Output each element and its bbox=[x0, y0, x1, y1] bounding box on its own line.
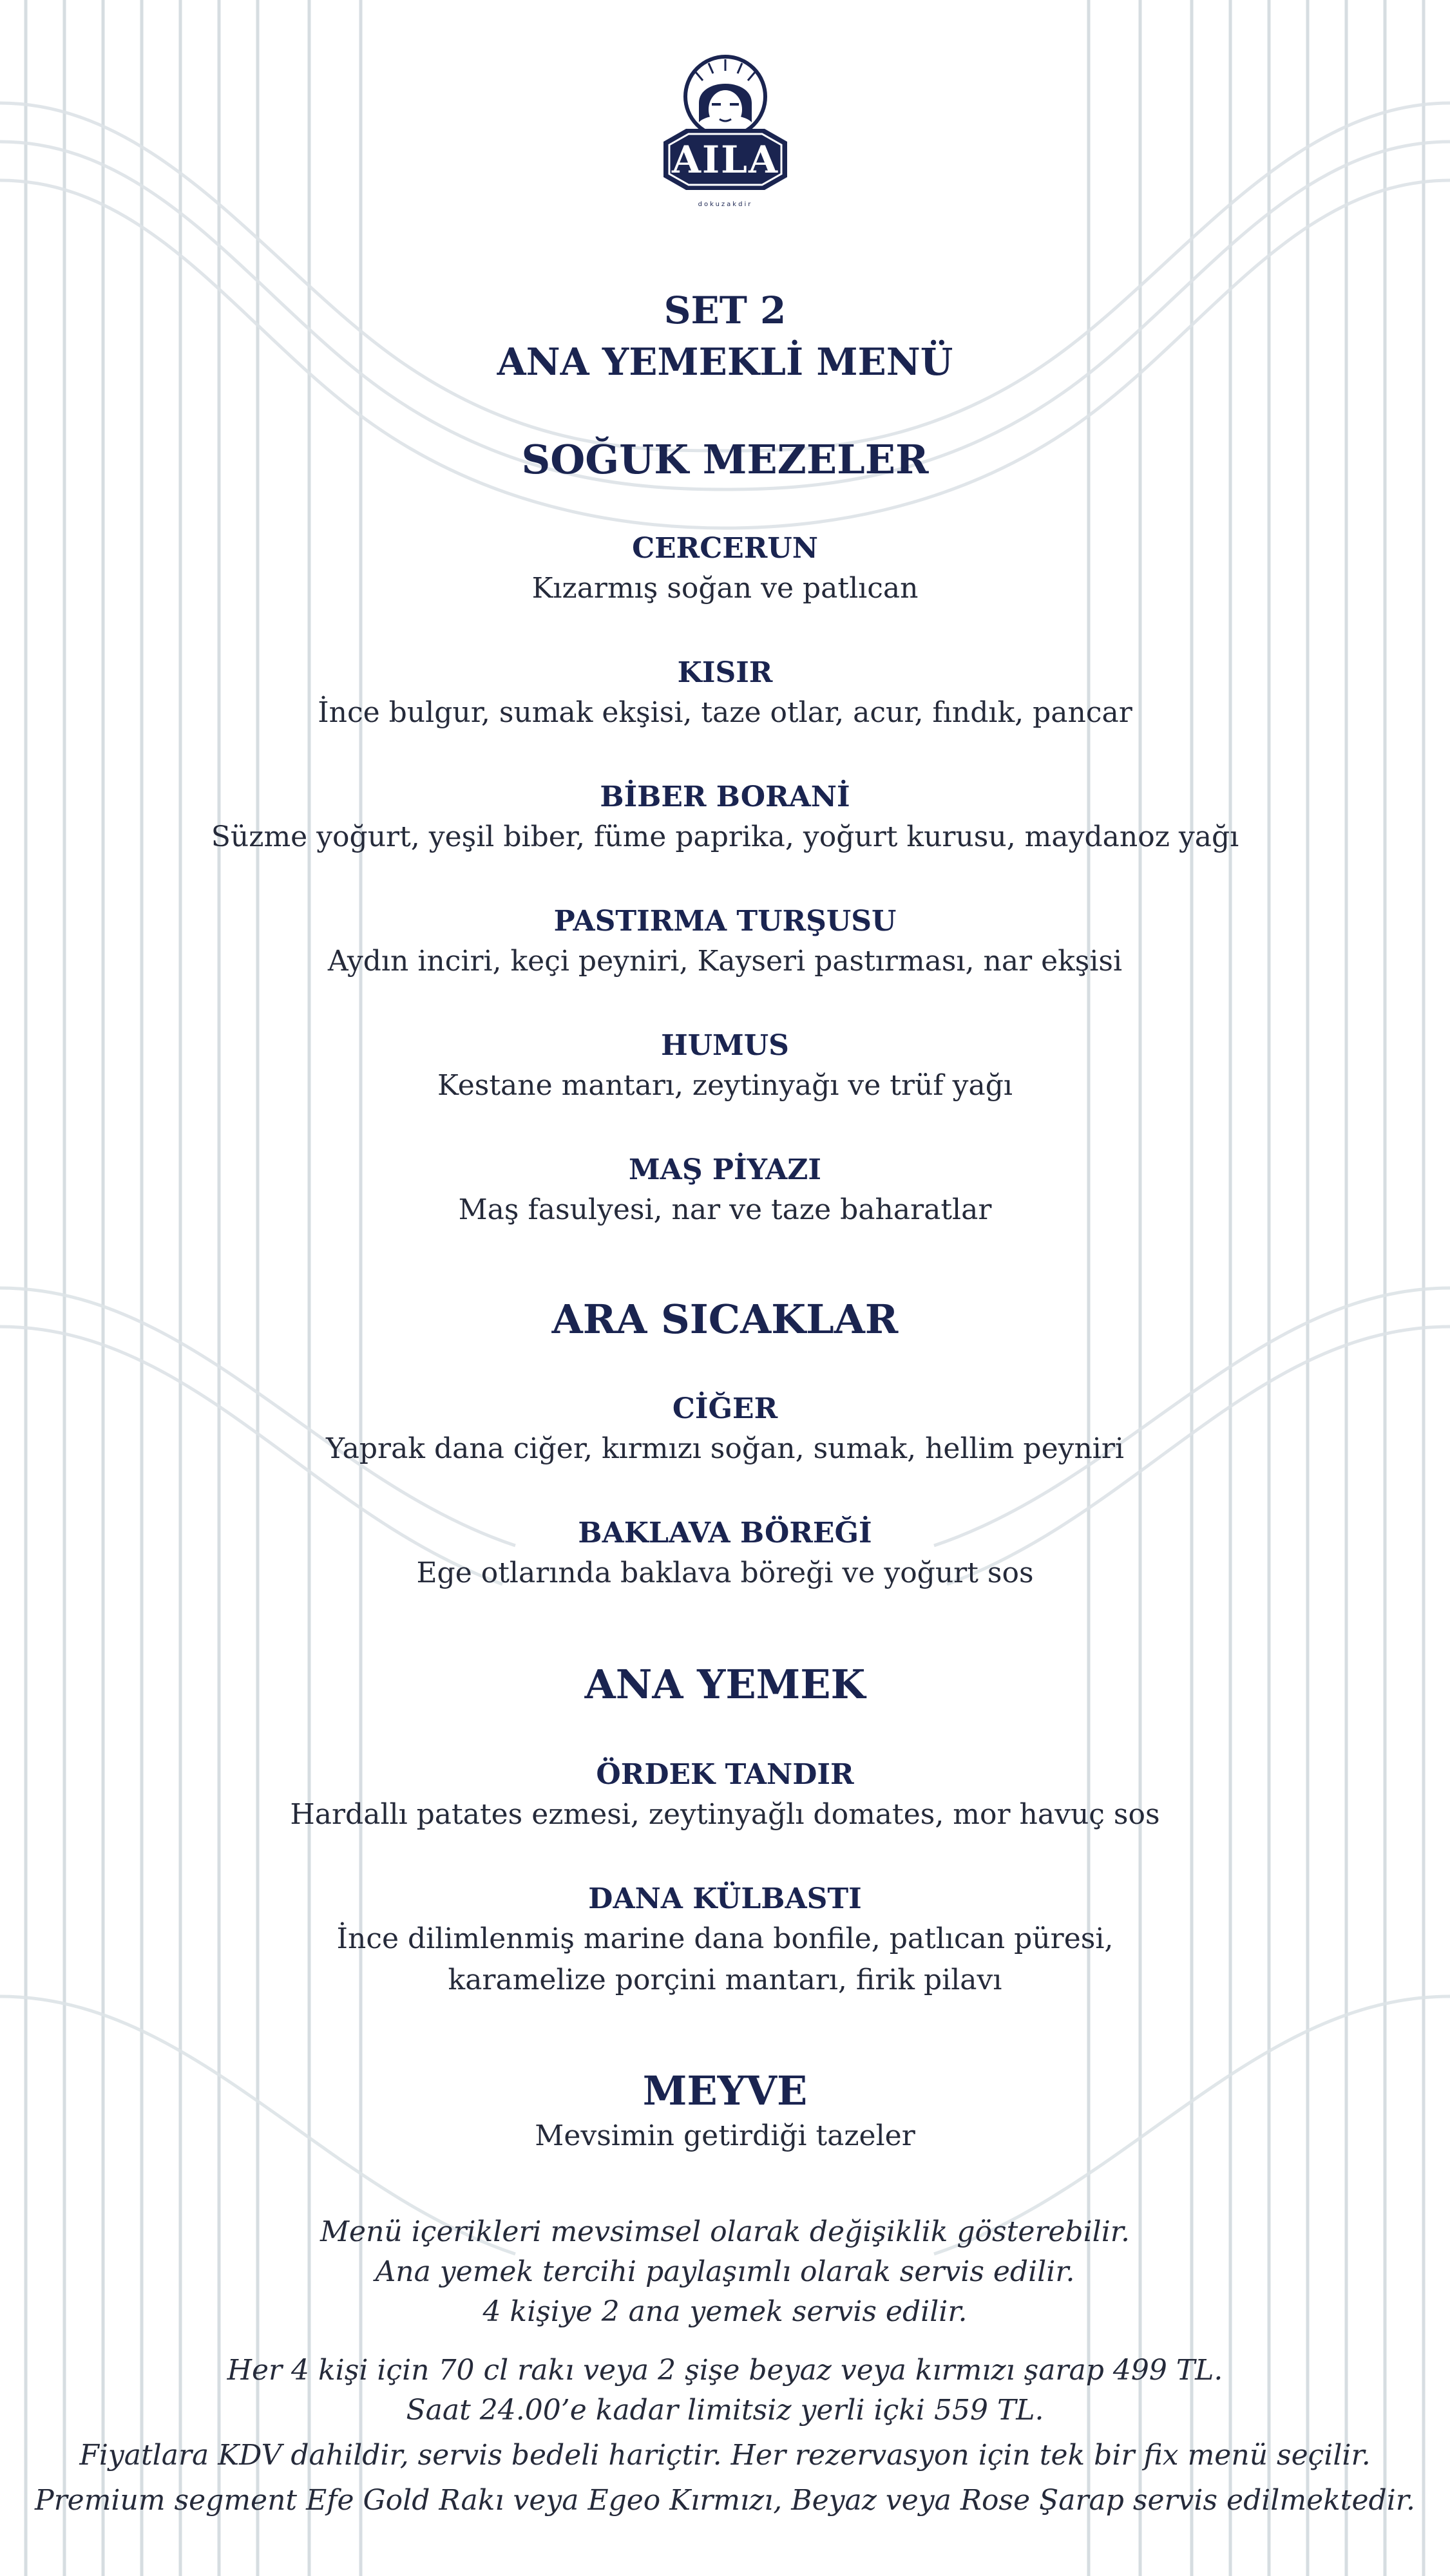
item-desc: Kızarmış soğan ve patlıcan bbox=[531, 572, 919, 605]
pricing-notes bbox=[0, 2351, 1450, 2521]
section-title-main: ANA YEMEK bbox=[584, 1661, 866, 1708]
section-title-fruit: MEYVE bbox=[642, 2067, 808, 2114]
item-desc: Kestane mantarı, zeytinyağı ve trüf yağı bbox=[437, 1069, 1013, 1102]
menu-item bbox=[0, 1514, 1450, 1594]
section-title-cold: SOĞUK MEZELER bbox=[521, 436, 929, 483]
menu-item bbox=[0, 1151, 1450, 1231]
menu-item bbox=[0, 529, 1450, 609]
menu-notes bbox=[0, 2212, 1450, 2332]
note-line: Menü içerikleri mevsimsel olarak değişiklik gösterebilir. bbox=[320, 2215, 1130, 2248]
item-desc: Aydın inciri, keçi peyniri, Kayseri pastırması, nar ekşisi bbox=[327, 945, 1123, 978]
item-name: BİBER BORANİ bbox=[600, 781, 850, 813]
logo-subtext: dokuzakdir bbox=[698, 201, 753, 208]
menu-item bbox=[0, 1756, 1450, 1835]
item-name: DANA KÜLBASTI bbox=[588, 1882, 862, 1915]
item-name: MAŞ PİYAZI bbox=[628, 1153, 822, 1186]
pricing-line: Fiyatlara KDV dahildir, servis bedeli hariçtir. Her rezervasyon için tek bir fix menü seçilir. bbox=[79, 2439, 1371, 2472]
item-name: PASTIRMA TURŞUSU bbox=[553, 905, 897, 938]
item-desc: İnce bulgur, sumak ekşisi, taze otlar, acur, fındık, pancar bbox=[318, 696, 1132, 729]
item-desc: Ege otlarında baklava böreği ve yoğurt sos bbox=[416, 1557, 1034, 1589]
section-title-hot: ARA SICAKLAR bbox=[551, 1296, 899, 1343]
menu-item bbox=[0, 1027, 1450, 1106]
aila-logo bbox=[647, 45, 803, 225]
item-name: CİĞER bbox=[672, 1392, 778, 1425]
item-desc: İnce dilimlenmiş marine dana bonfile, patlıcan püresi, bbox=[336, 1922, 1114, 1955]
item-desc: Mevsimin getirdiği tazeler bbox=[535, 2119, 915, 2152]
set-label: SET 2 bbox=[663, 289, 787, 332]
pricing-line: Premium segment Efe Gold Rakı veya Egeo Kırmızı, Beyaz veya Rose Şarap servis edilmektedir. bbox=[35, 2484, 1415, 2517]
pricing-line: Her 4 kişi için 70 cl rakı veya 2 şişe beyaz veya kırmızı şarap 499 TL. bbox=[227, 2354, 1223, 2387]
item-desc: Süzme yoğurt, yeşil biber, füme paprika, yoğurt kurusu, maydanoz yağı bbox=[211, 820, 1239, 853]
menu-item bbox=[0, 778, 1450, 858]
item-desc: Maş fasulyesi, nar ve taze baharatlar bbox=[458, 1193, 992, 1226]
item-name: BAKLAVA BÖREĞİ bbox=[578, 1517, 872, 1549]
item-desc-line-2: karamelize porçini mantarı, firik pilavı bbox=[448, 1964, 1002, 1996]
item-name: ÖRDEK TANDIR bbox=[596, 1758, 854, 1791]
item-name: KISIR bbox=[677, 656, 773, 689]
menu-title: ANA YEMEKLİ MENÜ bbox=[497, 340, 953, 384]
logo-text: AILA bbox=[672, 138, 779, 182]
pricing-line: Saat 24.00’e kadar limitsiz yerli içki 559 TL. bbox=[406, 2394, 1044, 2427]
item-desc: Yaprak dana ciğer, kırmızı soğan, sumak, hellim peyniri bbox=[326, 1432, 1124, 1465]
woman-portrait-emblem-icon bbox=[685, 57, 765, 137]
menu-item bbox=[0, 1390, 1450, 1470]
item-name: CERCERUN bbox=[632, 532, 818, 565]
menu-item bbox=[0, 2116, 1450, 2157]
menu-item bbox=[0, 654, 1450, 734]
note-line: Ana yemek tercihi paylaşımlı olarak servis edilir. bbox=[375, 2255, 1075, 2288]
item-desc: Hardallı patates ezmesi, zeytinyağlı domates, mor havuç sos bbox=[290, 1798, 1160, 1831]
note-line: 4 kişiye 2 ana yemek servis edilir. bbox=[482, 2295, 968, 2328]
menu-item bbox=[0, 1880, 1450, 2001]
item-name: HUMUS bbox=[661, 1029, 789, 1062]
menu-item bbox=[0, 902, 1450, 982]
